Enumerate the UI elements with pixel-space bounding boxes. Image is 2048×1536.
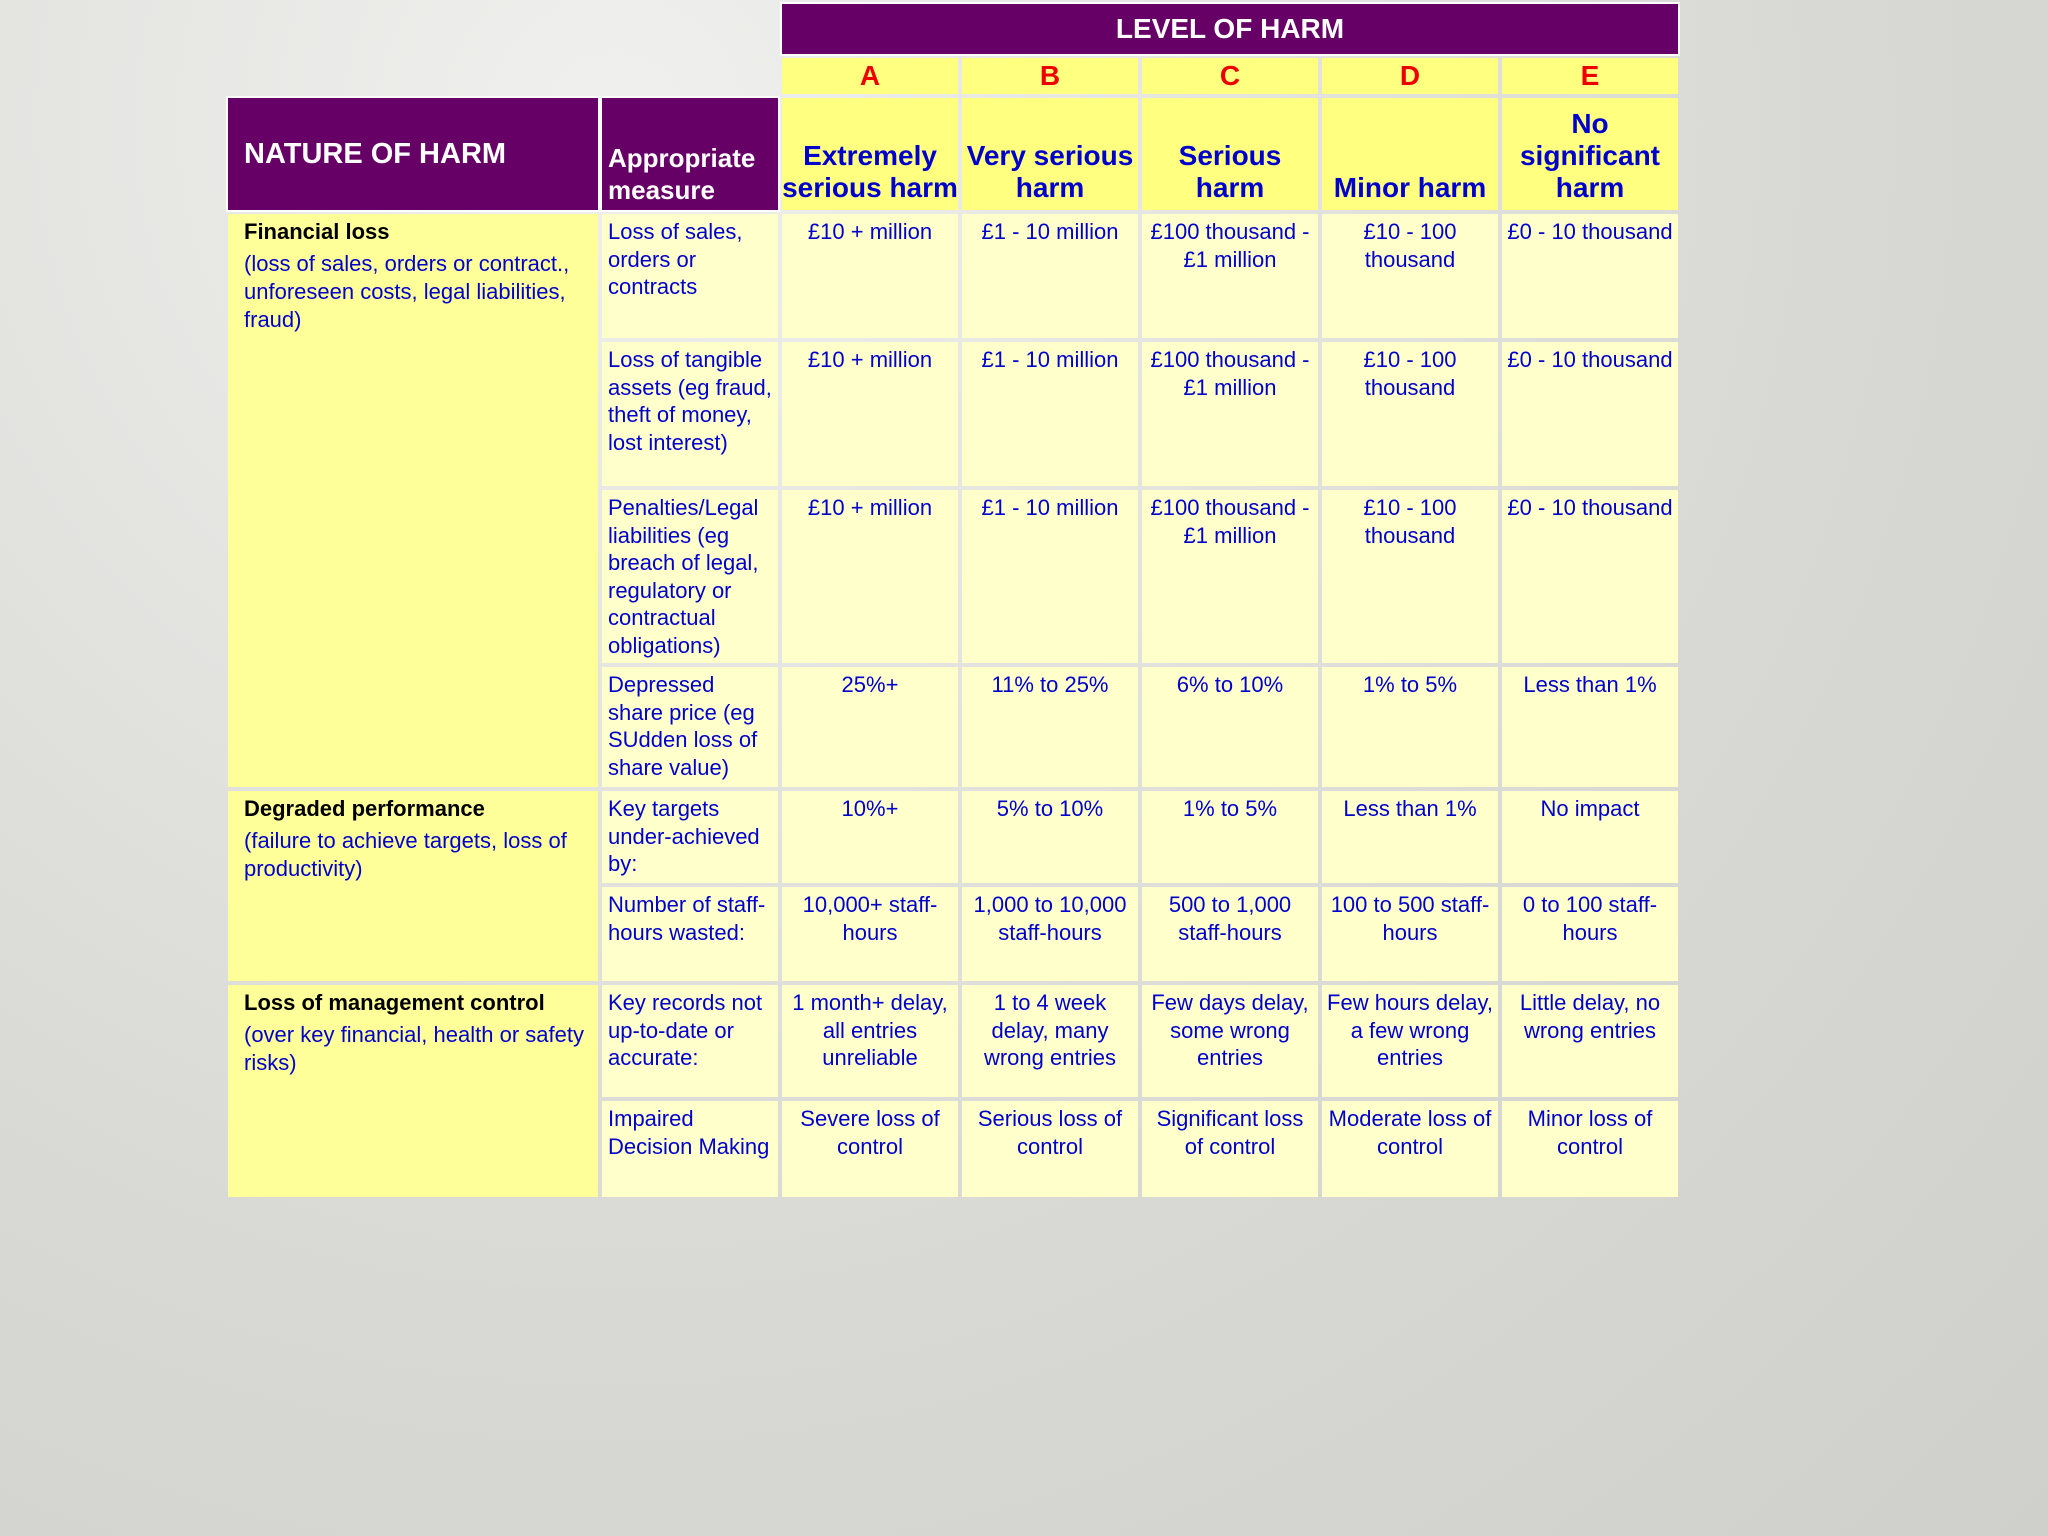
harm-category	[228, 791, 598, 981]
level-letter-d: D	[1322, 58, 1498, 94]
harm-value-cell-c: 500 to 1,000 staff-hours	[1142, 887, 1318, 981]
category-description: (loss of sales, orders or contract., unforeseen costs, legal liabilities, fraud)	[244, 251, 570, 332]
harm-matrix-table	[224, 0, 1682, 1201]
harm-value-cell-c: £100 thousand - £1 million	[1142, 214, 1318, 338]
harm-value-cell-a: 1 month+ delay, all entries unreliable	[782, 985, 958, 1097]
harm-value-cell-c: Few days delay, some wrong entries	[1142, 985, 1318, 1097]
level-letter-c: C	[1142, 58, 1318, 94]
harm-value-cell-a: £10 + million	[782, 490, 958, 663]
harm-value-cell-b: Serious loss of control	[962, 1101, 1138, 1197]
appropriate-measure-heading: Appropriate measure	[602, 98, 778, 210]
category-description: (over key financial, health or safety risks)	[244, 1022, 584, 1075]
measure-cell: Depressed share price (eg SUdden loss of share value)	[602, 667, 778, 787]
level-letter-a: A	[782, 58, 958, 94]
harm-value-cell-b: 11% to 25%	[962, 667, 1138, 787]
harm-value-cell-a: £10 + million	[782, 342, 958, 486]
harm-value-cell-b: £1 - 10 million	[962, 342, 1138, 486]
harm-value-cell-e: Less than 1%	[1502, 667, 1678, 787]
level-name-e: No significant harm	[1502, 98, 1678, 210]
harm-value-cell-a: 25%+	[782, 667, 958, 787]
harm-value-cell-d: 1% to 5%	[1322, 667, 1498, 787]
measure-cell: Loss of sales, orders or contracts	[602, 214, 778, 338]
nature-of-harm-heading: NATURE OF HARM	[228, 98, 598, 210]
measure-cell: Key records not up-to-date or accurate:	[602, 985, 778, 1097]
harm-value-cell-e: Little delay, no wrong entries	[1502, 985, 1678, 1097]
harm-value-cell-b: 1,000 to 10,000 staff-hours	[962, 887, 1138, 981]
level-letters-row	[228, 58, 1678, 94]
level-letter-e: E	[1502, 58, 1678, 94]
harm-value-cell-e: 0 to 100 staff-hours	[1502, 887, 1678, 981]
category-title: Degraded performance	[244, 796, 485, 821]
harm-category	[228, 985, 598, 1197]
harm-value-cell-a: £10 + million	[782, 214, 958, 338]
harm-value-cell-e: No impact	[1502, 791, 1678, 883]
harm-value-cell-d: £10 - 100 thousand	[1322, 214, 1498, 338]
column-header-row	[228, 98, 1678, 210]
harm-value-cell-c: Significant loss of control	[1142, 1101, 1318, 1197]
level-name-c: Serious harm	[1142, 98, 1318, 210]
measure-cell: Key targets under-achieved by:	[602, 791, 778, 883]
harm-value-cell-d: 100 to 500 staff-hours	[1322, 887, 1498, 981]
category-description: (failure to achieve targets, loss of productivity)	[244, 828, 567, 881]
measure-cell: Penalties/Legal liabilities (eg breach of legal, regulatory or contractual obligations)	[602, 490, 778, 663]
harm-value-cell-b: £1 - 10 million	[962, 214, 1138, 338]
harm-value-cell-a: Severe loss of control	[782, 1101, 958, 1197]
level-name-d: Minor harm	[1322, 98, 1498, 210]
harm-value-cell-d: Moderate loss of control	[1322, 1101, 1498, 1197]
harm-value-cell-a: 10,000+ staff-hours	[782, 887, 958, 981]
table-row	[228, 214, 1678, 338]
measure-cell: Number of staff-hours wasted:	[602, 887, 778, 981]
level-letter-b: B	[962, 58, 1138, 94]
table-row	[228, 791, 1678, 883]
harm-value-cell-b: 1 to 4 week delay, many wrong entries	[962, 985, 1138, 1097]
table-row	[228, 985, 1678, 1097]
harm-value-cell-b: £1 - 10 million	[962, 490, 1138, 663]
harm-value-cell-d: Few hours delay, a few wrong entries	[1322, 985, 1498, 1097]
level-header-row	[228, 4, 1678, 54]
category-title: Loss of management control	[244, 990, 545, 1015]
harm-value-cell-e: £0 - 10 thousand	[1502, 214, 1678, 338]
level-name-b: Very serious harm	[962, 98, 1138, 210]
category-title: Financial loss	[244, 219, 390, 244]
harm-value-cell-d: £10 - 100 thousand	[1322, 490, 1498, 663]
harm-value-cell-c: 1% to 5%	[1142, 791, 1318, 883]
harm-value-cell-c: £100 thousand - £1 million	[1142, 342, 1318, 486]
harm-value-cell-d: Less than 1%	[1322, 791, 1498, 883]
level-of-harm-heading: LEVEL OF HARM	[782, 4, 1678, 54]
harm-value-cell-e: Minor loss of control	[1502, 1101, 1678, 1197]
harm-value-cell-c: 6% to 10%	[1142, 667, 1318, 787]
harm-value-cell-e: £0 - 10 thousand	[1502, 490, 1678, 663]
harm-value-cell-e: £0 - 10 thousand	[1502, 342, 1678, 486]
level-name-a: Extremely serious harm	[782, 98, 958, 210]
harm-value-cell-a: 10%+	[782, 791, 958, 883]
measure-cell: Loss of tangible assets (eg fraud, theft of money, lost interest)	[602, 342, 778, 486]
harm-category	[228, 214, 598, 787]
measure-cell: Impaired Decision Making	[602, 1101, 778, 1197]
harm-value-cell-b: 5% to 10%	[962, 791, 1138, 883]
harm-value-cell-d: £10 - 100 thousand	[1322, 342, 1498, 486]
harm-value-cell-c: £100 thousand - £1 million	[1142, 490, 1318, 663]
